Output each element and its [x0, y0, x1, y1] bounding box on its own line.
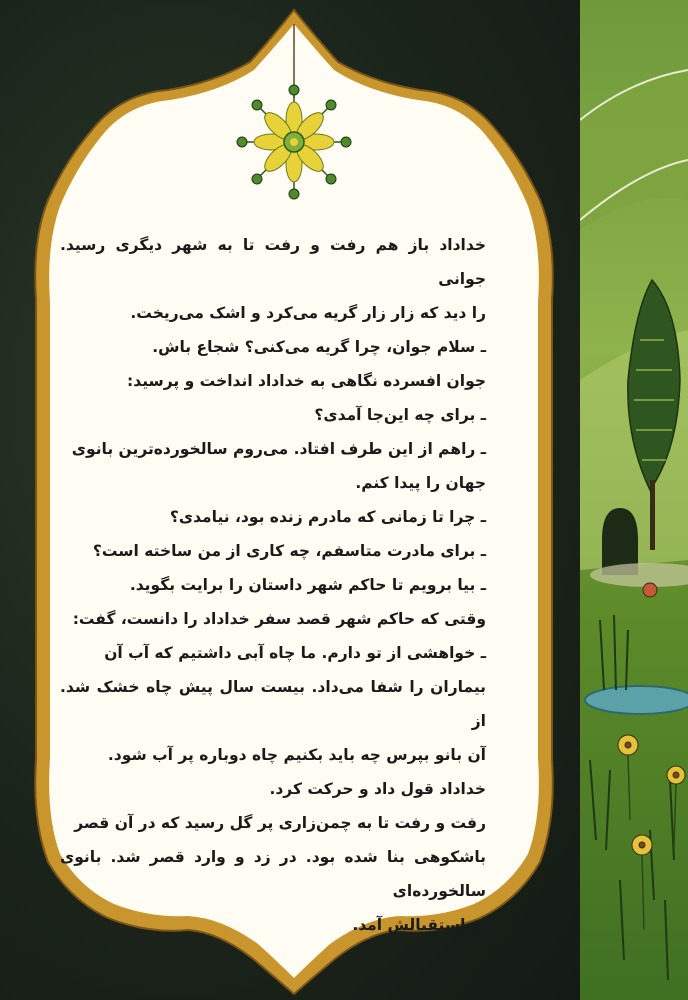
story-line: ـ چرا تا زمانی که مادرم زنده بود، نیامدی؟	[169, 508, 486, 526]
story-line: وقتی که حاکم شهر قصد سفر خداداد را دانست، گفت:	[72, 610, 486, 628]
story-line: جهان را پیدا کنم.	[355, 474, 486, 492]
meadow-illustration	[580, 0, 688, 1000]
story-line: را دید که زار زار گریه می‌کرد و اشک می‌ریخت.	[130, 304, 486, 322]
story-line: ـ بیا برویم تا حاکم شهر داستان را برایت بگوید.	[129, 576, 486, 594]
story-line: ـ برای مادرت متاسفم، چه کاری از من ساخته است؟	[92, 542, 486, 560]
story-line: باشکوهی بنا شده بود. در زد و وارد قصر شد. بانوی سالخورده‌ای	[60, 848, 486, 900]
story-line: ـ سلام جوان، چرا گریه می‌کنی؟ شجاع باش.	[152, 338, 486, 356]
story-line: جوان افسرده نگاهی به خداداد انداخت و پرسید:	[127, 372, 486, 390]
story-line: به استقبالش آمد.	[352, 916, 486, 934]
story-line: ـ برای چه این‌جا آمدی؟	[314, 406, 486, 424]
story-line: ـ راهم از این طرف افتاد. می‌روم سالخورده‌ترین بانوی	[71, 440, 486, 458]
story-line: خداداد قول داد و حرکت کرد.	[269, 780, 486, 798]
story-line: ـ خواهشی از تو دارم. ما چاه آبی داشتیم که آب آن	[104, 644, 486, 662]
story-line: آن بانو بپرس چه باید بکنیم چاه دوباره پر آب شود.	[107, 746, 486, 764]
story-line: بیماران را شفا می‌داد. بیست سال پیش چاه خشک شد. از	[60, 678, 486, 730]
hanging-flower-ornament	[237, 85, 351, 199]
story-text	[60, 228, 486, 942]
story-line: خداداد باز هم رفت و رفت تا به شهر دیگری رسید. جوانی	[60, 236, 486, 288]
story-line: رفت و رفت تا به چمن‌زاری پر گل رسید که در آن قصر	[74, 814, 486, 832]
